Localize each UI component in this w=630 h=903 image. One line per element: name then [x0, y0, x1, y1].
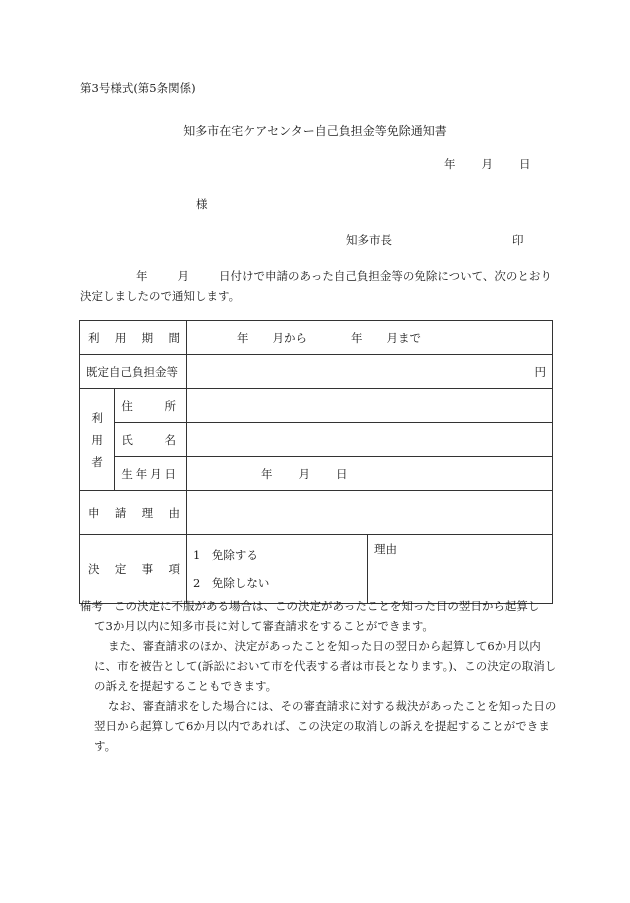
- label-char: 所: [164, 398, 176, 413]
- dob-month: 月: [298, 466, 310, 481]
- label-char: 請: [114, 505, 127, 520]
- decision-reason[interactable]: [368, 535, 553, 604]
- form-number: 第3号様式(第5条関係): [80, 81, 196, 95]
- label-char: 期: [141, 330, 154, 345]
- dob-day: 日: [336, 466, 348, 481]
- label-char: 間: [168, 330, 180, 345]
- label-char: 申: [88, 505, 100, 520]
- label-char: 月: [150, 466, 162, 481]
- label-char: 氏: [121, 432, 133, 447]
- date-day: 日: [519, 157, 531, 171]
- row-period: [80, 321, 553, 355]
- remarks-line: この決定に不服がある場合は、この決定があったことを知った日の翌日から起算し: [114, 599, 540, 613]
- seal-mark: 印: [512, 233, 524, 247]
- fee-unit: 円: [534, 364, 546, 379]
- decision-options[interactable]: [187, 535, 368, 604]
- date-month: 月: [481, 157, 493, 171]
- fee-label: 既定自己負担金等: [80, 355, 187, 389]
- row-reason: [80, 491, 553, 535]
- user-label: [80, 389, 115, 491]
- address-label: [115, 389, 187, 423]
- label-char: 日: [164, 466, 176, 481]
- label-char: 者: [91, 454, 103, 469]
- label-char: 名: [164, 432, 176, 447]
- label-char: 項: [168, 562, 180, 576]
- remarks-paragraph-3: なお、審査請求をした場合には、その審査請求に対する裁決があったことを知った日の翌日から起算して6か月以内であれば、この決定の取消しの訴えを提起することができます。: [94, 699, 557, 753]
- label-char: 決: [88, 562, 100, 576]
- label-char: 由: [168, 505, 180, 520]
- body-line2: 決定しましたので通知します。: [80, 289, 241, 303]
- dob-value[interactable]: [187, 457, 553, 491]
- remarks-head: 備考: [80, 599, 103, 613]
- issuer-name: 知多市長: [346, 233, 392, 247]
- addressee-suffix: 様: [196, 197, 208, 211]
- label-char: 年: [135, 466, 148, 481]
- period-label: [80, 321, 187, 355]
- document-title: 知多市在宅ケアセンター自己負担金等免除通知書: [183, 124, 447, 138]
- row-decision: [80, 535, 553, 604]
- body-year: 年: [136, 269, 148, 283]
- remarks-paragraph-1: [80, 596, 558, 616]
- fee-value[interactable]: [187, 355, 553, 389]
- remarks: [80, 596, 558, 756]
- period-end-year: 年: [351, 330, 363, 345]
- period-value[interactable]: [187, 321, 553, 355]
- decision-reason-label: 理由: [374, 542, 397, 556]
- reason-value[interactable]: [187, 491, 553, 535]
- label-char: 用: [114, 330, 127, 345]
- option-exempt[interactable]: 1 免除する: [193, 548, 258, 562]
- name-label: [115, 423, 187, 457]
- address-value[interactable]: [187, 389, 553, 423]
- dob-year: 年: [261, 466, 273, 481]
- period-start-year: 年: [237, 330, 249, 345]
- period-to: 月まで: [386, 330, 421, 345]
- row-address: [80, 389, 553, 423]
- option-not-exempt[interactable]: 2 免除しない: [193, 576, 270, 590]
- label-char: 理: [141, 505, 154, 520]
- label-char: 定: [114, 562, 127, 576]
- row-fee: [80, 355, 553, 389]
- remarks-paragraph-2: また、審査請求のほか、決定があったことを知った日の翌日から起算して6か月以内に、市を被告として(訴訟において市を代表する者は市長となります。)、この決定の取消しの訴えを提起することもできます。: [94, 639, 557, 693]
- issue-date: [444, 156, 531, 172]
- label-char: 用: [91, 432, 103, 447]
- body-line1: 日付けで申請のあった自己負担金等の免除について、次のとおり: [219, 269, 552, 283]
- name-value[interactable]: [187, 423, 553, 457]
- label-char: 住: [121, 398, 133, 413]
- notice-body: [80, 266, 555, 306]
- row-name: [80, 423, 553, 457]
- label-char: 利: [88, 330, 100, 345]
- decision-label: [80, 535, 187, 604]
- period-from: 月から: [272, 330, 307, 345]
- reason-label: [80, 491, 187, 535]
- row-dob: [80, 457, 553, 491]
- date-year: 年: [444, 157, 456, 171]
- dob-label: [115, 457, 187, 491]
- label-char: 生: [121, 466, 133, 481]
- label-char: 利: [91, 410, 103, 425]
- body-month: 月: [177, 269, 189, 283]
- label-char: 事: [141, 562, 154, 576]
- remarks-paragraph-1-cont: て3か月以内に知多市長に対して審査請求をすることができます。: [94, 619, 434, 633]
- notice-table: [79, 320, 553, 604]
